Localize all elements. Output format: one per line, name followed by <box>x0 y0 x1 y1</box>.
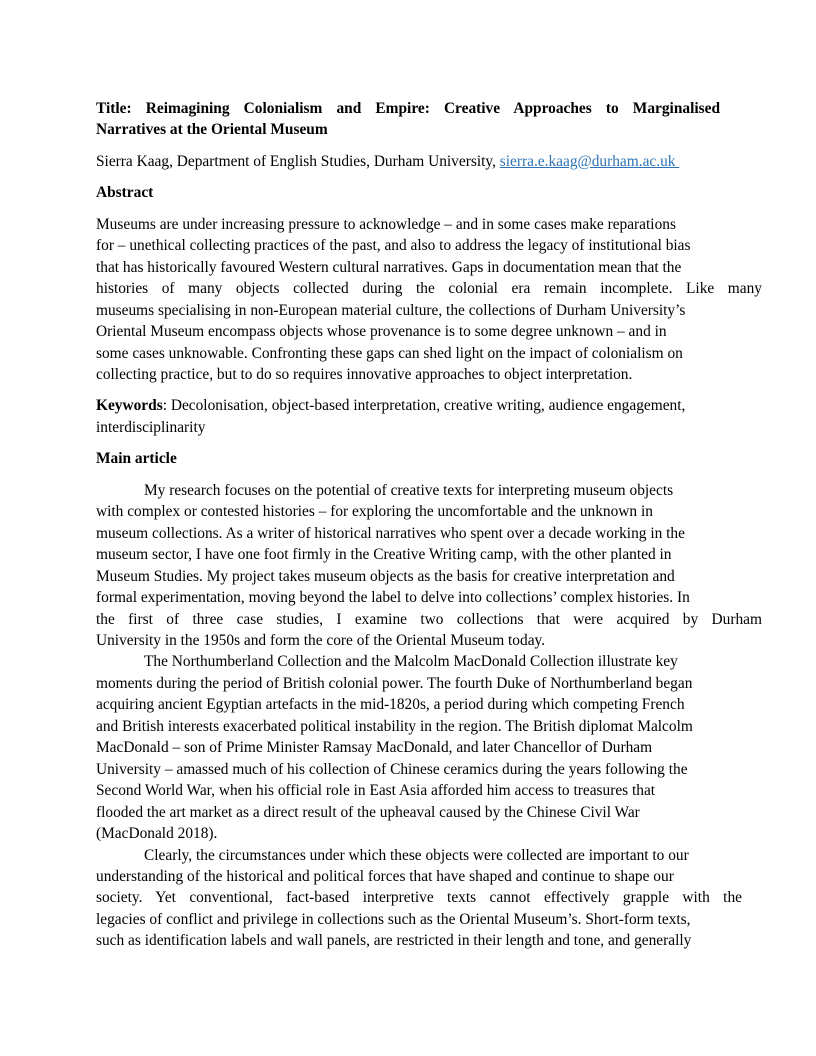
text-line: collecting practice, but to do so requires innovative approaches to object interpretation. <box>96 365 633 383</box>
text-line: museums specialising in non-European material culture, the collections of Durham University’s <box>96 301 686 319</box>
keywords-line-1 <box>96 395 816 416</box>
main-article-heading: Main article <box>96 450 177 468</box>
text-line: histories of many objects collected during the colonial era remain incomplete. Like many <box>96 280 762 298</box>
text-line: Museum Studies. My project takes museum objects as the basis for creative interpretation and <box>96 567 675 585</box>
text-line: Clearly, the circumstances under which these objects were collected are important to our <box>144 846 689 864</box>
text-line: formal experimentation, moving beyond the label to delve into collections’ complex histories. In <box>96 589 690 607</box>
main-paragraph-3 <box>96 845 816 952</box>
text-line: such as identification labels and wall panels, are restricted in their length and tone, and generally <box>96 932 692 950</box>
text-line: legacies of conflict and privilege in collections such as the Oriental Museum’s. Short-form texts, <box>96 910 691 928</box>
text-line: The Northumberland Collection and the Malcolm MacDonald Collection illustrate key <box>144 653 678 671</box>
text-line: flooded the art market as a direct result of the upheaval caused by the Chinese Civil War <box>96 803 640 821</box>
author-text: Sierra Kaag, Department of English Studies, Durham University, <box>96 152 500 170</box>
text-line: and British interests exacerbated political instability in the region. The British diplomat Malcolm <box>96 717 693 735</box>
text-line: that has historically favoured Western cultural narratives. Gaps in documentation mean that the <box>96 258 682 276</box>
text-line: museum sector, I have one foot firmly in the Creative Writing camp, with the other planted in <box>96 546 672 564</box>
keywords-label: Keywords <box>96 397 163 415</box>
author-email-link[interactable]: sierra.e.kaag@durham.ac.uk <box>499 152 680 170</box>
text-line: Museums are under increasing pressure to acknowledge – and in some cases make reparations <box>96 215 676 233</box>
text-line: society. Yet conventional, fact-based interpretive texts cannot effectively grapple with the <box>96 889 742 907</box>
text-line: some cases unknowable. Confronting these gaps can shed light on the impact of colonialism on <box>96 344 683 362</box>
keywords-line-2: interdisciplinarity <box>96 418 206 436</box>
text-line: (MacDonald 2018). <box>96 825 218 843</box>
text-line: understanding of the historical and political forces that have shaped and continue to shape our <box>96 867 674 885</box>
text-line: MacDonald – son of Prime Minister Ramsay MacDonald, and later Chancellor of Durham <box>96 739 653 757</box>
text-line: Second World War, when his official role in East Asia afforded him access to treasures that <box>96 782 656 800</box>
main-paragraph-2 <box>96 651 816 844</box>
text-line: the first of three case studies, I examine two collections that were acquired by Durham <box>96 610 762 628</box>
text-line: museum collections. As a writer of historical narratives who spent over a decade working in the <box>96 524 685 542</box>
text-line: acquiring ancient Egyptian artefacts in the mid-1820s, a period during which competing French <box>96 696 685 714</box>
text-line: moments during the period of British colonial power. The fourth Duke of Northumberland began <box>96 674 693 692</box>
text-line: Title: Reimagining Colonialism and Empire: Creative Approaches to Marginalised <box>96 100 720 117</box>
keywords-list: : Decolonisation, object-based interpretation, creative writing, audience engagement, <box>162 397 686 415</box>
text-line: Oriental Museum encompass objects whose provenance is to some degree unknown – and in <box>96 323 667 341</box>
text-line: University – amassed much of his collection of Chinese ceramics during the years following the <box>96 760 688 778</box>
text-line: University in the 1950s and form the core of the Oriental Museum today. <box>96 631 546 649</box>
text-line: My research focuses on the potential of creative texts for interpreting museum objects <box>144 481 674 499</box>
document-title <box>96 98 816 141</box>
abstract-heading: Abstract <box>96 184 154 202</box>
author-line <box>96 151 816 172</box>
text-line: Narratives at the Oriental Museum <box>96 121 328 139</box>
keywords-paragraph <box>96 395 816 438</box>
text-line: with complex or contested histories – for exploring the uncomfortable and the unknown in <box>96 503 653 521</box>
abstract-paragraph <box>96 214 816 386</box>
main-paragraph-1 <box>96 480 816 652</box>
text-line: for – unethical collecting practices of the past, and also to address the legacy of institutional bias <box>96 237 691 255</box>
